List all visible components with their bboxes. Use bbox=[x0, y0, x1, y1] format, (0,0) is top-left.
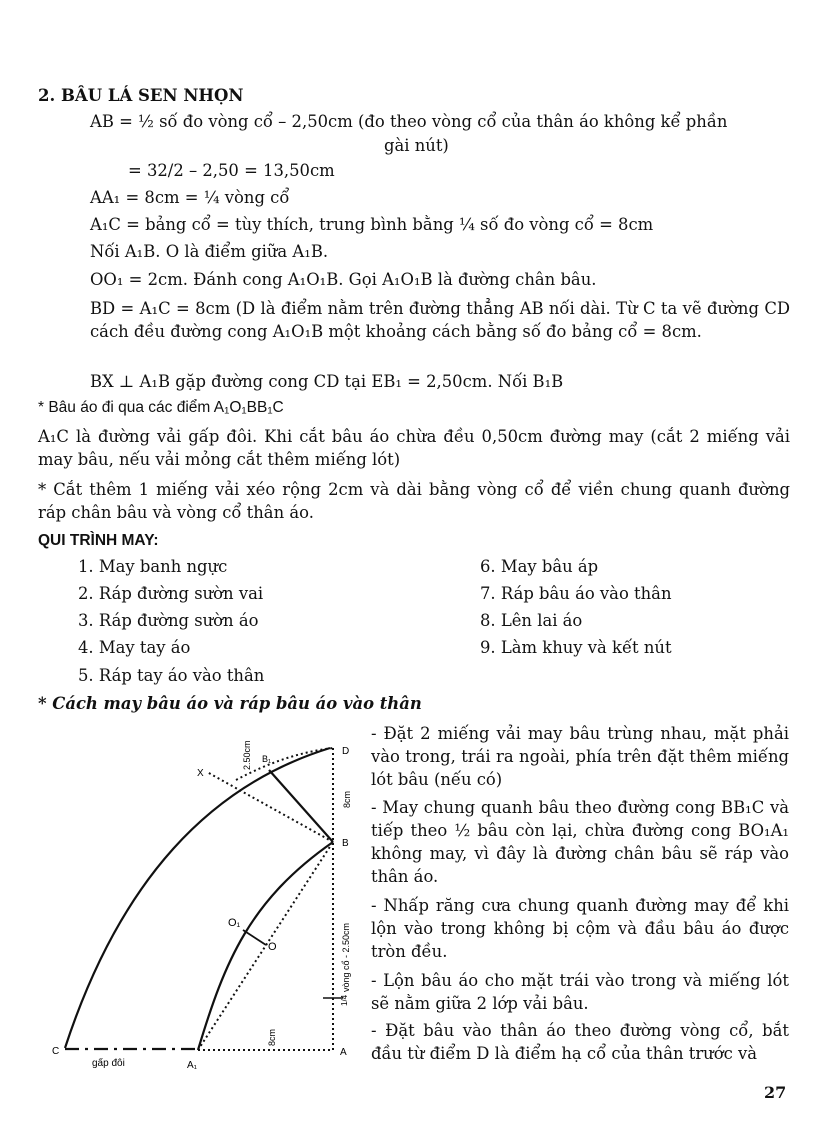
label-d: D bbox=[342, 746, 350, 757]
label-x: X bbox=[197, 768, 204, 779]
process-step-1: 1. May banh ngực bbox=[78, 557, 228, 576]
section-title: 2. BÂU LÁ SEN NHỌN bbox=[38, 86, 244, 105]
process-step-8: 8. Lên lai áo bbox=[480, 611, 583, 630]
line-b-b1 bbox=[269, 770, 333, 842]
method-para-5: - Đặt bâu vào thân áo theo đường vòng cổ, bắt đầu từ điểm D là điểm hạ cổ của thân trước và bbox=[371, 1021, 789, 1063]
method-title: * Cách may bâu áo và ráp bâu áo vào thân bbox=[38, 694, 422, 713]
text-noi: Nối A₁B. O là điểm giữa A₁B. bbox=[90, 242, 329, 261]
line-bx bbox=[207, 772, 333, 842]
label-c: C bbox=[52, 1046, 60, 1057]
label-o: O bbox=[268, 941, 277, 953]
note-2: * Cắt thêm 1 miếng vải xéo rộng 2cm và dài bằng vòng cổ để viền chung quanh đường ráp chân bâu và vòng cổ thân áo. bbox=[38, 480, 790, 522]
method-para-3: - Nhấp răng cưa chung quanh đường may để khi lộn vào trong không bị cộm và đầu bâu áo được tròn đều. bbox=[371, 896, 789, 961]
process-step-5: 5. Ráp tay áo vào thân bbox=[78, 666, 265, 685]
text-ab-line1: AB = ½ số đo vòng cổ – 2,50cm (đo theo vòng cổ của thân áo không kể phần bbox=[90, 112, 728, 131]
label-b: B bbox=[342, 838, 349, 849]
note-1: * Bâu áo đi qua các điểm A₁O₁BB₁C bbox=[38, 399, 284, 416]
text-ab-line3: = 32/2 – 2,50 = 13,50cm bbox=[128, 161, 335, 180]
text-oo1: OO₁ = 2cm. Đánh cong A₁O₁B. Gọi A₁O₁B là đường chân bâu. bbox=[90, 270, 597, 289]
text-bx: BX ⊥ A₁B gặp đường cong CD tại EB₁ = 2,50cm. Nối B₁B bbox=[90, 372, 564, 391]
label-a: A bbox=[340, 1047, 347, 1058]
method-para-4: - Lộn bâu áo cho mặt trái vào trong và miếng lót sẽ nằm giữa 2 lớp vải bâu. bbox=[371, 971, 789, 1013]
process-step-9: 9. Làm khuy và kết nút bbox=[480, 638, 672, 657]
label-a1: A₁ bbox=[187, 1060, 198, 1071]
process-step-7: 7. Ráp bâu áo vào thân bbox=[480, 584, 672, 603]
label-o1: O₁ bbox=[228, 917, 241, 929]
line-o-o1 bbox=[243, 930, 266, 945]
method-para-2: - May chung quanh bâu theo đường cong BB₁C và tiếp theo ½ bâu còn lại, chừa đường cong BO₁A₁ không may, vì đây là đường chân bâu sẽ ráp vào thân áo. bbox=[371, 798, 789, 886]
label-dim-8-top: 8cm bbox=[342, 790, 352, 808]
text-a1c-fold: A₁C là đường vải gấp đôi. Khi cắt bâu áo chừa đều 0,50cm đường may (cắt 2 miếng vải may bâu, nếu vải mỏng cắt thêm miếng lót) bbox=[38, 427, 790, 469]
process-step-3: 3. Ráp đường sườn áo bbox=[78, 611, 259, 630]
label-quarter: 1/4 bbox=[340, 994, 349, 1006]
page-number: 27 bbox=[764, 1083, 787, 1102]
label-dim-250: 2.50cm bbox=[242, 740, 252, 770]
label-dim-neck: vòng cổ - 2.50cm bbox=[341, 922, 351, 992]
process-step-2: 2. Ráp đường sườn vai bbox=[78, 584, 264, 603]
text-aa1: AA₁ = 8cm = ¼ vòng cổ bbox=[90, 188, 290, 207]
line-a1-b bbox=[198, 842, 333, 1050]
label-b1: B₁ bbox=[262, 754, 272, 764]
method-para-1: - Đặt 2 miếng vải may bâu trùng nhau, mặt phải vào trong, trái ra ngoài, phía trên đặt thêm miếng lót bâu (nếu có) bbox=[371, 724, 789, 789]
process-title: QUI TRÌNH MAY: bbox=[38, 532, 159, 549]
text-bd: BD = A₁C = 8cm (D là điểm nằm trên đường thẳng AB nối dài. Từ C ta vẽ đường CD cách đều đường cong A₁O₁B một khoảng cách bằng số đo bảng cổ = 8cm. bbox=[90, 299, 790, 341]
label-fold: gấp đôi bbox=[92, 1058, 125, 1069]
label-dim-8-bottom: 8cm bbox=[267, 1028, 277, 1046]
text-ab-line2: gài nút) bbox=[384, 136, 449, 155]
process-step-6: 6. May bâu áp bbox=[480, 557, 599, 576]
text-a1c: A₁C = bảng cổ = tùy thích, trung bình bằng ¼ số đo vòng cổ = 8cm bbox=[90, 215, 654, 234]
process-step-4: 4. May tay áo bbox=[78, 638, 191, 657]
